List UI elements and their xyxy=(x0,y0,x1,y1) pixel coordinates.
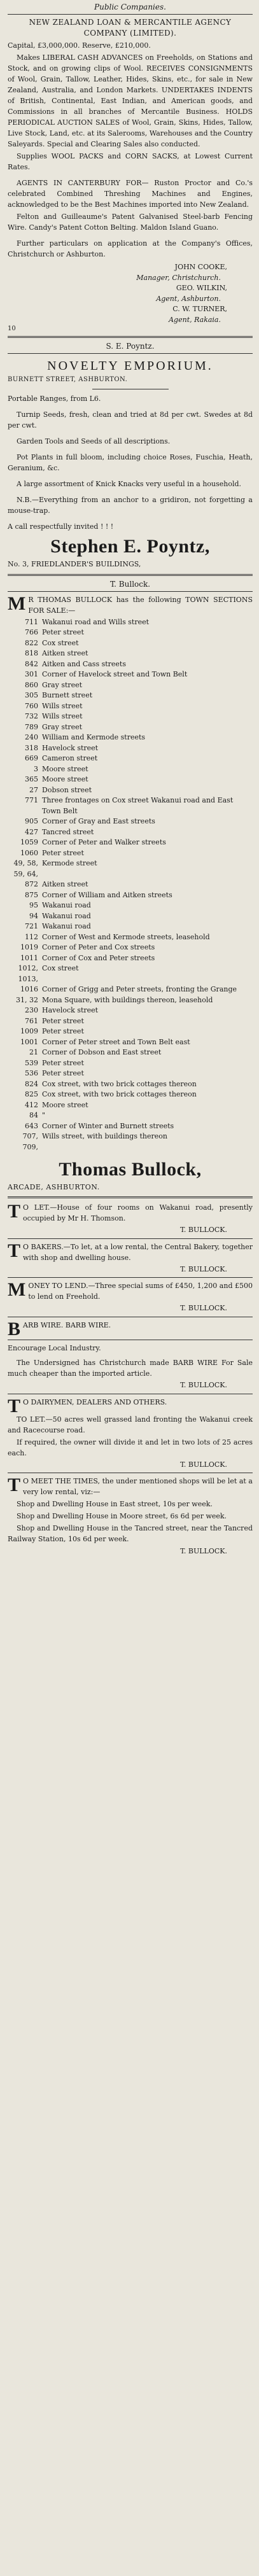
section-location: Corner of Dobson and East street xyxy=(42,1048,162,1057)
list-item xyxy=(8,942,253,953)
dairy-body2: If required, the owner will divide it and let in two lots of 25 acres each. xyxy=(8,1438,253,1457)
barb-sig: T. BULLOCK. xyxy=(180,1381,227,1390)
section-number: 707, 709, xyxy=(22,1132,38,1151)
section-number: 3 xyxy=(34,764,38,773)
list-item xyxy=(8,795,253,816)
section-number: 365 xyxy=(25,775,38,784)
section-number: 539 xyxy=(25,1058,38,1067)
poyntz-address: BURNETT STREET, ASHBURTON. xyxy=(8,376,128,384)
section-number: 84 xyxy=(29,1111,38,1120)
list-item xyxy=(8,816,253,827)
list-item xyxy=(8,617,253,628)
section-number: 825 xyxy=(25,1090,38,1099)
list-item xyxy=(8,1089,253,1100)
drop-cap: T xyxy=(8,1474,21,1496)
section-number: 1009 xyxy=(20,1027,38,1036)
section-number: 721 xyxy=(25,922,38,931)
section-location: Corner of Havelock street and Town Belt xyxy=(42,670,188,679)
nzloan-agents2: Felton and Guilleaume's Patent Galvanised Steel-barb Fencing Wire. Candy's Patent Cotton Belting. Maldon Island Guano. xyxy=(8,213,253,232)
section-location: Wakanui road xyxy=(42,911,91,920)
list-item xyxy=(8,1100,253,1111)
list-item xyxy=(8,963,253,984)
section-location: Peter street xyxy=(42,628,84,637)
section-number: 818 xyxy=(25,649,38,658)
poyntz-big-addr: No. 3, FRIEDLANDER'S BUILDINGS, xyxy=(8,560,141,569)
list-item xyxy=(8,900,253,911)
dairy-body: TO LET.—50 acres well grassed land fronting the Wakanui creek and Racecourse road. xyxy=(8,1415,253,1434)
signature-role: Agent, Rakaia. xyxy=(169,315,221,324)
section-location: Cox street, with two brick cottages thereon xyxy=(42,1090,197,1099)
list-item xyxy=(8,932,253,943)
nzloan-signatures xyxy=(8,262,253,325)
list-item xyxy=(8,1037,253,1048)
section-location: Peter street xyxy=(42,1016,84,1025)
section-number: 240 xyxy=(25,733,38,742)
list-item xyxy=(8,827,253,838)
section-number: 842 xyxy=(25,659,38,668)
poyntz-turnip: Turnip Seeds, fresh, clean and tried at 8d per cwt. Swedes at 8d per cwt. xyxy=(8,410,253,430)
bullock-intro-text: R THOMAS BULLOCK has the following TOWN SECTIONS FOR SALE:— xyxy=(28,595,253,615)
list-item xyxy=(8,1131,253,1152)
list-item xyxy=(8,1016,253,1027)
classified-ad xyxy=(8,1280,253,1317)
bullock-sig-top: T. Bullock. xyxy=(109,579,151,589)
poyntz-nb: N.B.—Everything from an anchor to a gridiron, not forgetting a mouse-trap. xyxy=(8,496,253,515)
section-location: Corner of Peter street and Town Belt east xyxy=(42,1037,190,1046)
section-location: Dobson street xyxy=(42,785,92,794)
drop-cap: T xyxy=(8,1201,21,1222)
ad-body: O BAKERS.—To let, at a low rental, the Central Bakery, together with shop and dwelling house. xyxy=(23,1242,253,1262)
drop-cap: M xyxy=(8,1279,26,1301)
rental-line: Shop and Dwelling House in Moore street, 6s 6d per week. xyxy=(17,1512,227,1521)
section-location: Havelock street xyxy=(42,1006,99,1015)
section-location: William and Kermode streets xyxy=(42,733,146,742)
list-item xyxy=(8,1047,253,1058)
section-number: 789 xyxy=(25,722,38,731)
section-number: 766 xyxy=(25,628,38,637)
section-number: 711 xyxy=(25,617,38,626)
section-location: Wakanui road xyxy=(42,901,91,910)
section-location: Corner of Cox and Peter streets xyxy=(42,953,155,962)
section-location: Corner of Grigg and Peter streets, fronting the Grange xyxy=(42,985,237,994)
section-number: 643 xyxy=(25,1121,38,1130)
signature-role: Manager, Christchurch. xyxy=(136,273,221,282)
nzloan-capital: Capital, £3,000,000. Reserve, £210,000. xyxy=(8,41,151,50)
section-number: 875 xyxy=(25,890,38,899)
section-location: Cox street, with two brick cottages thereon xyxy=(42,1079,197,1088)
divider xyxy=(8,574,253,576)
poyntz-store-name: NOVELTY EMPORIUM. xyxy=(47,359,213,374)
section-location: Peter street xyxy=(42,1058,84,1067)
signature-name: JOHN COOKE, xyxy=(174,263,227,272)
classified-ad xyxy=(8,1320,253,1340)
section-location: Corner of Winter and Burnett streets xyxy=(42,1121,174,1130)
ad-text xyxy=(8,1202,253,1224)
section-location: Peter street xyxy=(42,848,84,857)
nzloan-body: Makes LIBERAL CASH ADVANCES on Freeholds, on Stations and Stock, and on growing clips of Wool. RECEIVES CONSIGNMENTS of Wool, Grain, Tallow, Leather, Hides, Skins, etc., for sale in New Zealand, Australia, and London Markets. UNDERTAKES INDENTS of British, Continental, East Indian, and American goods, and Commissions in all branches of Mercantile Business. HOLDS PERIODICAL AUCTION SALES of Wool, Grain, Skins, Hides, Tallow, Live Stock, Land, etc. at its Salerooms, Warehouses and the Country Saleyards. Special and Clearing Sales also conducted. xyxy=(8,53,253,149)
drop-cap: B xyxy=(8,1318,21,1340)
divider xyxy=(8,591,253,592)
times-head: O MEET THE TIMES, the under mentioned shops will be let at a very low rental, viz:— xyxy=(23,1477,253,1497)
section-location: Cameron street xyxy=(42,754,98,763)
signature-name: GEO. WILKIN, xyxy=(176,284,227,293)
ad-body: O LET.—House of four rooms on Wakanui road, presently occupied by Mr H. Thomson. xyxy=(23,1203,253,1223)
list-item xyxy=(8,659,253,670)
times-ad xyxy=(8,1476,253,1497)
drop-cap: T xyxy=(8,1395,21,1417)
section-location: Wakanui road and Wills street xyxy=(42,617,150,626)
sections-list xyxy=(8,617,253,1153)
barb-body: The Undersigned has Christchurch made BARB WIRE For Sale much cheaper than the imported article. xyxy=(8,1358,253,1378)
nzloan-agents: AGENTS IN CANTERBURY FOR— Ruston Proctor and Co.'s celebrated Combined Threshing Machines and Engines, acknowledged to be the Best Machines imported into New Zealand. xyxy=(8,179,253,209)
section-location: Corner of Gray and East streets xyxy=(42,817,155,826)
section-location: Aitken street xyxy=(42,880,88,889)
rental-line: Shop and Dwelling House in East street, 10s per week. xyxy=(17,1500,213,1509)
section-location: Corner of Peter and Cox streets xyxy=(42,943,155,952)
section-number: 112 xyxy=(25,932,38,941)
section-number: 771 xyxy=(25,796,38,805)
list-item xyxy=(8,890,253,901)
divider xyxy=(8,1196,253,1198)
section-number: 761 xyxy=(25,1016,38,1025)
section-number: 230 xyxy=(25,1006,38,1015)
ad-body: ONEY TO LEND.—Three special sums of £450, 1,200 and £500 to lend on Freehold. xyxy=(28,1282,253,1301)
list-item xyxy=(8,848,253,859)
section-location: Corner of West and Kermode streets, leasehold xyxy=(42,932,210,941)
poyntz-knicks: A large assortment of Knick Knacks very useful in a household. xyxy=(17,480,242,489)
section-number: 872 xyxy=(25,880,38,889)
section-location: " xyxy=(42,1111,46,1120)
section-number: 95 xyxy=(29,901,38,910)
bullock-big-addr: ARCADE, ASHBURTON. xyxy=(8,1183,100,1192)
section-number: 732 xyxy=(25,712,38,721)
section-number: 669 xyxy=(25,754,38,763)
section-number: 1016 xyxy=(20,985,38,994)
section-number: 824 xyxy=(25,1079,38,1088)
list-item xyxy=(8,1121,253,1132)
drop-cap: T xyxy=(8,1240,21,1261)
dairy-sig: T. BULLOCK. xyxy=(180,1460,227,1469)
list-item xyxy=(8,764,253,775)
nzloan-headline: NEW ZEALAND LOAN & MERCANTILE AGENCY COMPANY (LIMITED). xyxy=(29,18,232,38)
list-item xyxy=(8,690,253,701)
section-number: 760 xyxy=(25,701,38,710)
list-item xyxy=(8,627,253,638)
nzloan-supplies: Supplies WOOL PACKS and CORN SACKS, at Lowest Current Rates. xyxy=(8,152,253,172)
section-number: 49, 58, 59, 64, xyxy=(13,859,38,878)
times-sig: T. BULLOCK. xyxy=(180,1546,227,1555)
section-number: 318 xyxy=(25,743,38,752)
ad-text xyxy=(8,1318,253,1340)
ad-text xyxy=(8,1242,253,1263)
section-number: 305 xyxy=(25,691,38,700)
list-item xyxy=(8,753,253,764)
section-location: Kermode street xyxy=(42,859,97,868)
section-location: Moore street xyxy=(42,1100,88,1109)
section-location: Gray street xyxy=(42,722,83,731)
section-location: Wakanui road xyxy=(42,922,91,931)
poyntz-garden: Garden Tools and Seeds of all descriptions. xyxy=(17,437,171,446)
section-number: 536 xyxy=(25,1069,38,1078)
section-number: 1012, 1013, xyxy=(18,964,38,983)
dairy-head: O DAIRYMEN, DEALERS AND OTHERS. xyxy=(23,1397,167,1406)
list-item xyxy=(8,1110,253,1121)
section-number: 860 xyxy=(25,680,38,689)
section-location: Cox street xyxy=(42,638,79,647)
section-number: 822 xyxy=(25,638,38,647)
list-item xyxy=(8,837,253,848)
times-lines xyxy=(8,1499,253,1544)
list-item xyxy=(8,711,253,722)
section-number: 1060 xyxy=(20,848,38,857)
list-item xyxy=(8,1058,253,1069)
ad-signature: T. BULLOCK. xyxy=(180,1226,227,1235)
classified-ad xyxy=(8,1242,253,1278)
section-number: 427 xyxy=(25,827,38,836)
section-number: 412 xyxy=(25,1100,38,1109)
section-location: Moore street xyxy=(42,775,88,784)
nzloan-further: Further particulars on application at the Company's Offices, Christchurch or Ashburton. xyxy=(8,239,253,259)
poyntz-big-name: Stephen E. Poyntz, xyxy=(50,536,210,557)
section-location: Peter street xyxy=(42,1069,84,1078)
section-title-public-companies: Public Companies. xyxy=(94,3,166,11)
list-item xyxy=(8,1005,253,1016)
bullock-big-name: Thomas Bullock, xyxy=(59,1159,202,1180)
list-item xyxy=(8,722,253,733)
section-location: Corner of Peter and Walker streets xyxy=(42,838,166,847)
divider xyxy=(8,1277,253,1278)
small-ads xyxy=(8,1202,253,1340)
list-item xyxy=(8,648,253,659)
divider xyxy=(8,14,253,15)
section-number: 21 xyxy=(29,1048,38,1057)
list-item xyxy=(8,858,253,879)
list-item xyxy=(8,911,253,922)
barb-encourage: Encourage Local Industry. xyxy=(8,1343,101,1352)
ad-signature: T. BULLOCK. xyxy=(180,1304,227,1313)
list-item xyxy=(8,953,253,964)
section-location: Gray street xyxy=(42,680,83,689)
section-location: Wills street xyxy=(42,701,83,710)
list-item xyxy=(8,1079,253,1090)
list-item xyxy=(8,995,253,1006)
section-location: Wills street, with buildings thereon xyxy=(42,1132,167,1141)
signature-role: Agent, Ashburton. xyxy=(156,294,221,303)
section-location: Peter street xyxy=(42,1027,84,1036)
section-location: Corner of William and Aitken streets xyxy=(42,890,172,899)
section-location: Wills street xyxy=(42,712,83,721)
poyntz-call: A call respectfully invited ! ! ! xyxy=(8,522,114,531)
section-number: 301 xyxy=(25,670,38,679)
section-location: Mona Square, with buildings thereon, leasehold xyxy=(42,995,213,1004)
section-number: 1059 xyxy=(20,838,38,847)
section-location: Aitken street xyxy=(42,649,88,658)
list-item xyxy=(8,785,253,796)
list-item xyxy=(8,774,253,785)
list-item xyxy=(8,732,253,743)
list-item xyxy=(8,638,253,649)
section-location: Moore street xyxy=(42,764,88,773)
section-location: Cox street xyxy=(42,964,79,973)
section-location: Tancred street xyxy=(42,827,94,836)
divider xyxy=(8,1238,253,1239)
section-location: Burnett street xyxy=(42,691,93,700)
section-number: 27 xyxy=(29,785,38,794)
section-number: 31, 32 xyxy=(16,995,38,1004)
list-item xyxy=(8,921,253,932)
divider xyxy=(8,353,253,354)
section-location: Three frontages on Cox street Wakanui road and East Town Belt xyxy=(42,796,234,815)
divider xyxy=(8,336,253,338)
ad-body: ARB WIRE. BARB WIRE. xyxy=(23,1320,111,1329)
section-number: 905 xyxy=(25,817,38,826)
list-item xyxy=(8,743,253,754)
ad-text xyxy=(8,1280,253,1302)
section-number: 1019 xyxy=(20,943,38,952)
section-number: 94 xyxy=(29,911,38,920)
drop-cap: M xyxy=(8,592,26,614)
poyntz-ranges: Portable Ranges, from L6. xyxy=(8,394,101,403)
bullock-intro xyxy=(8,594,253,616)
list-item xyxy=(8,680,253,691)
dairy-ad xyxy=(8,1395,253,1417)
list-item xyxy=(8,701,253,712)
rental-line: Shop and Dwelling House in the Tancred street, near the Tancred Railway Station, 10s 6d per week. xyxy=(8,1524,253,1544)
poyntz-sig-top: S. E. Poyntz. xyxy=(106,342,155,351)
list-item xyxy=(8,1068,253,1079)
section-location: Havelock street xyxy=(42,743,99,752)
poyntz-plants: Pot Plants in full bloom, including choice Roses, Fuschia, Heath, Geranium, &c. xyxy=(8,453,253,473)
section-location: Aitken and Cass streets xyxy=(42,659,126,668)
list-item xyxy=(8,1026,253,1037)
ad-signature: T. BULLOCK. xyxy=(180,1264,227,1273)
signature-name: C. W. TURNER, xyxy=(172,305,227,314)
section-number: 1011 xyxy=(20,953,38,962)
list-item xyxy=(8,669,253,680)
list-item xyxy=(8,984,253,995)
list-item xyxy=(8,879,253,890)
section-number: 1001 xyxy=(20,1037,38,1046)
classified-ad xyxy=(8,1202,253,1239)
ad-number: 10 xyxy=(8,325,16,333)
